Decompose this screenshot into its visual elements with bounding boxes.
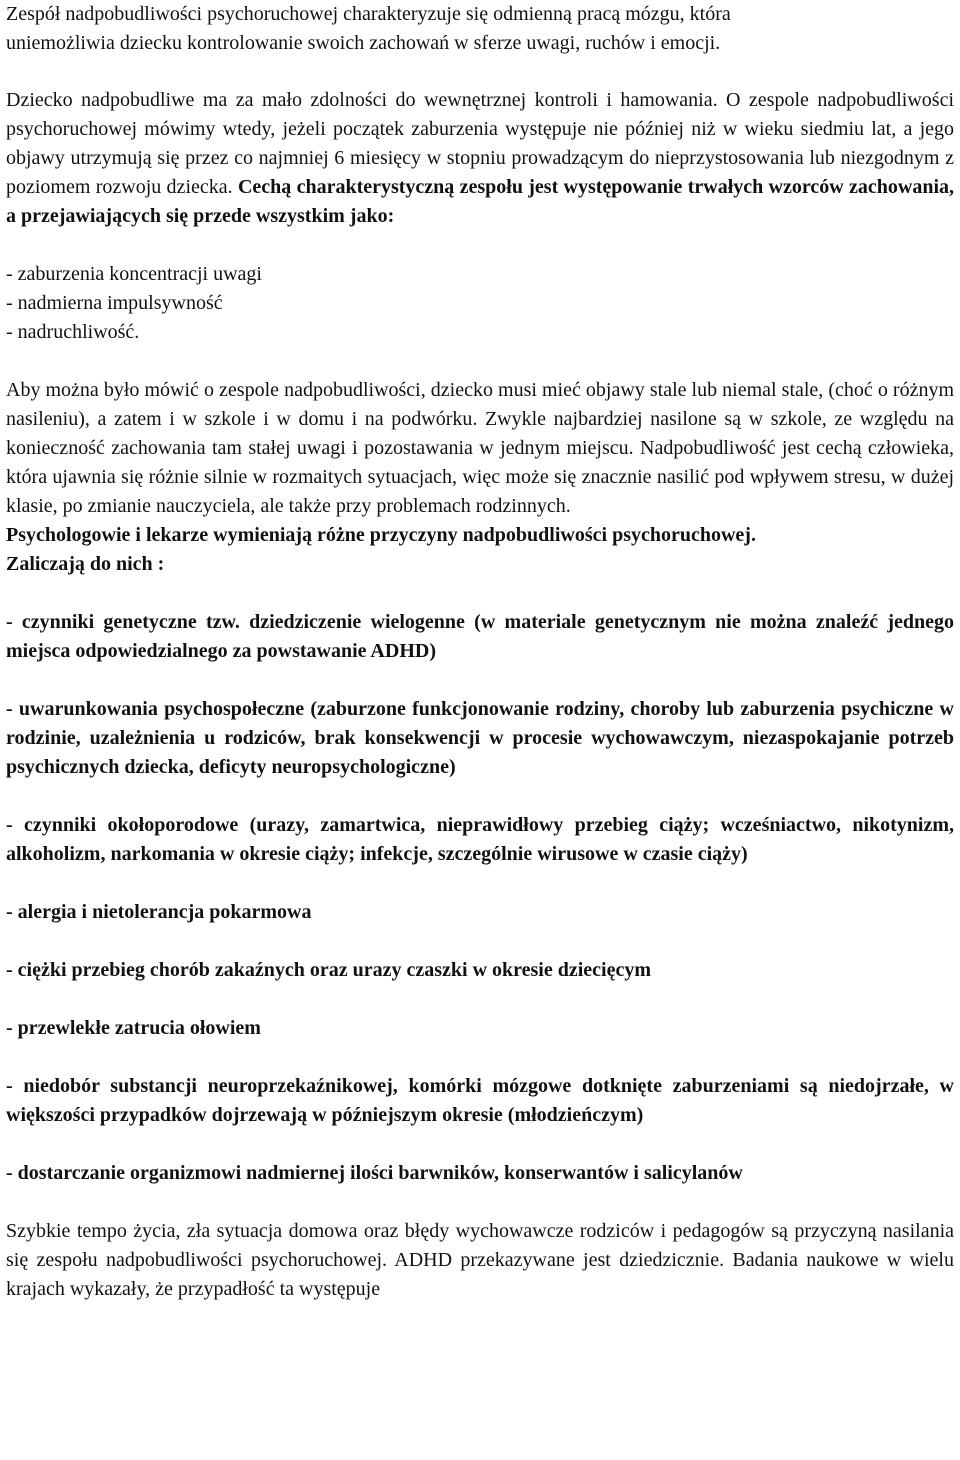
cause-item: [0, 956, 960, 985]
cause-text: - niedobór substancji neuroprzekaźnikowej, komórki mózgowe dotknięte zaburzeniami są niedojrzałe, w większości przypadków dojrzewają w późniejszym okresie (młodzieńczym): [6, 1075, 954, 1126]
cause-item: [0, 1159, 960, 1188]
causes-heading: [0, 521, 960, 579]
spacer: [0, 231, 960, 260]
symptom-item: - nadmierna impulsywność: [6, 292, 223, 314]
cause-item: [0, 898, 960, 927]
spacer: [0, 869, 960, 898]
spacer: [0, 1130, 960, 1159]
cause-item: [0, 1014, 960, 1043]
spacer: [0, 58, 960, 87]
intro-line-2: uniemożliwia dziecku kontrolowanie swoich zachowań w sferze uwagi, ruchów i emocji.: [6, 32, 721, 54]
cause-item: [0, 1072, 960, 1130]
cause-item: [0, 811, 960, 869]
symptom-item: - nadruchliwość.: [6, 321, 140, 343]
definition-text: Dziecko nadpobudliwe ma za mało zdolności do wewnętrznej kontroli i hamowania. O zespole nadpobudliwości psychoruchowej mówimy wtedy, jeżeli początek zaburzenia występuje nie później niż w wieku siedmiu lat, a jego objawy utrzymują się przez co najmniej 6 miesięcy w stopniu prowadzącym do nieprzystosowania lub niezgodnym z poziomem rozwoju dziecka.: [6, 89, 954, 198]
cause-item: [0, 608, 960, 666]
cause-text: - uwarunkowania psychospołeczne (zaburzone funkcjonowanie rodziny, choroby lub zaburzenia psychiczne w rodzinie, uzależnienia u rodziców, brak konsekwencji w procesie wychowawczym, niezaspokajanie potrzeb psychicznych dziecka, deficyty neuropsychologiczne): [6, 698, 954, 778]
final-text: Szybkie tempo życia, zła sytuacja domowa oraz błędy wychowawcze rodziców i pedagogów są przyczyną nasilania się zespołu nadpobudliwości psychoruchowej. ADHD przekazywane jest dziedzicznie. Badania naukowe w wielu krajach wykazały, że przypadłość ta występuje: [6, 1220, 954, 1300]
cause-text: - przewlekłe zatrucia ołowiem: [6, 1017, 261, 1039]
cause-text: - alergia i nietolerancja pokarmowa: [6, 901, 312, 923]
spacer: [0, 347, 960, 376]
spacer: [0, 782, 960, 811]
cause-text: - ciężki przebieg chorób zakaźnych oraz urazy czaszki w okresie dziecięcym: [6, 959, 652, 981]
cause-item: [0, 695, 960, 782]
spacer: [0, 579, 960, 608]
definition-paragraph: [0, 86, 960, 231]
intro-paragraph: [0, 0, 960, 58]
cause-text: - czynniki okołoporodowe (urazy, zamartwica, nieprawidłowy przebieg ciąży; wcześniactwo, nikotynizm, alkoholizm, narkomania w okresie ciąży; infekcje, szczególnie wirusowe w czasie ciąży): [6, 814, 954, 865]
causes-heading-line-2: Zaliczają do nich :: [6, 553, 165, 575]
cause-text: - dostarczanie organizmowi nadmiernej ilości barwników, konserwantów i salicylanów: [6, 1162, 743, 1184]
spacer: [0, 1043, 960, 1072]
spacer: [0, 985, 960, 1014]
final-paragraph: [0, 1217, 960, 1304]
diagnosis-paragraph: [0, 376, 960, 521]
definition-bold-text: Cechą charakterystyczną zespołu jest występowanie trwałych wzorców zachowania, a przejawiających się przede wszystkim jako:: [6, 176, 955, 227]
cause-text: - czynniki genetyczne tzw. dziedziczenie wielogenne (w materiale genetycznym nie można znaleźć jednego miejsca odpowiedzialnego za powstawanie ADHD): [6, 611, 954, 662]
symptom-list: [0, 260, 960, 347]
spacer: [0, 1188, 960, 1217]
symptom-item: - zaburzenia koncentracji uwagi: [6, 263, 262, 285]
diagnosis-text: Aby można było mówić o zespole nadpobudliwości, dziecko musi mieć objawy stale lub niemal stale, (choć o różnym nasileniu), a zatem i w szkole i w domu i na podwórku. Zwykle najbardziej nasilone są w szkole, ze względu na konieczność zachowania tam stałej uwagi i pozostawania w jednym miejscu. Nadpobudliwość jest cechą człowieka, która ujawnia się różnie silnie w rozmaitych sytuacjach, więc może się znacznie nasilić pod wpływem stresu, w dużej klasie, po zmianie nauczyciela, ale także przy problemach rodzinnych.: [6, 379, 954, 517]
spacer: [0, 927, 960, 956]
causes-heading-line-1: Psychologowie i lekarze wymieniają różne przyczyny nadpobudliwości psychoruchowej.: [6, 524, 756, 546]
spacer: [0, 666, 960, 695]
intro-line-1: Zespół nadpobudliwości psychoruchowej charakteryzuje się odmienną pracą mózgu, która: [6, 3, 731, 25]
